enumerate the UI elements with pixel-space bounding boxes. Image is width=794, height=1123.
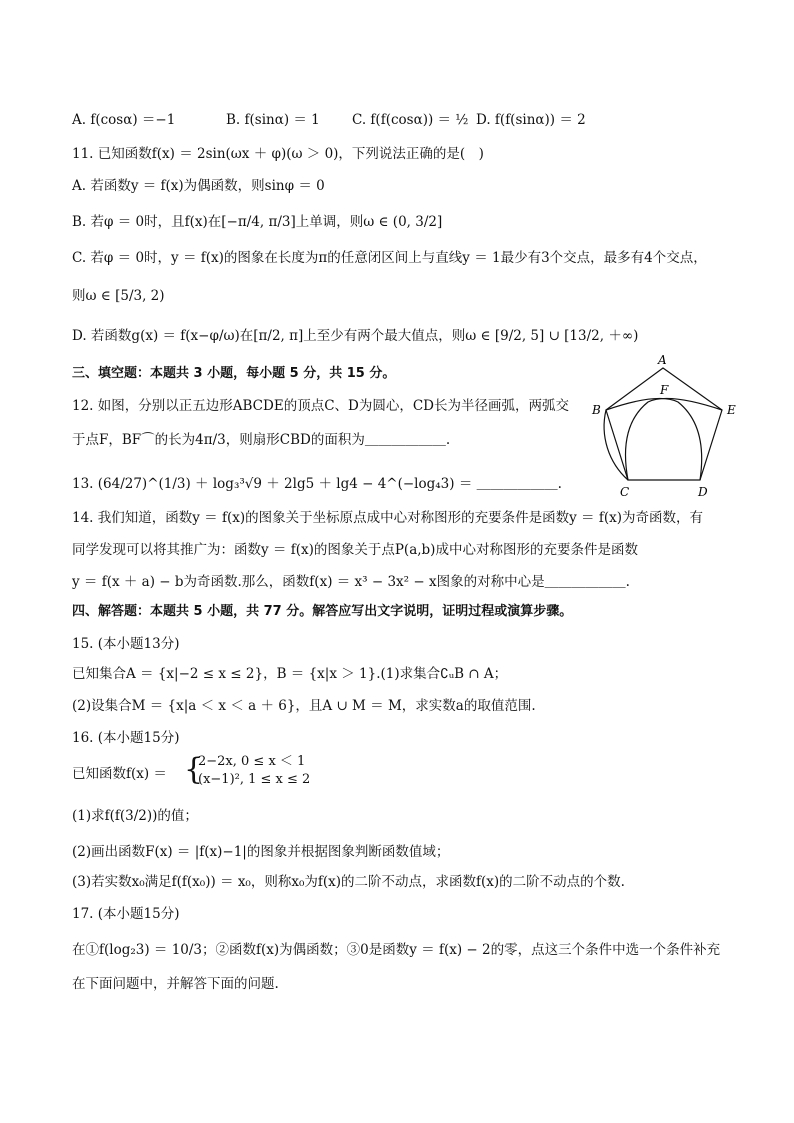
q11-option-c-line2: 则ω ∈ [5/3, 2) — [72, 288, 165, 304]
q16-case2: (x−1)², 1 ≤ x ≤ 2 — [198, 772, 311, 787]
q16-function-label: 已知函数f(x) ＝ — [72, 766, 167, 782]
q10-option-c: C. f(f(cosα)) ＝ ½ — [352, 112, 469, 128]
q17-header: 17. (本小题15分) — [72, 906, 180, 922]
q15-header: 15. (本小题13分) — [72, 636, 180, 652]
q14-line1: 14. 我们知道，函数y ＝ f(x)的图象关于坐标原点成中心对称图形的充要条件是函数y ＝ f(x)为奇函数，有 — [72, 510, 703, 526]
q12-line2: 于点F，BF⌒的长为4π/3，则扇形CBD的面积为＿＿＿＿＿＿. — [72, 432, 451, 448]
q15-line2: (2)设集合M ＝ {x|a ＜ x ＜ a ＋ 6}，且A ∪ M ＝ M，求实数a的取值范围. — [72, 698, 536, 714]
q15-line1: 已知集合A ＝ {x|−2 ≤ x ≤ 2}，B ＝ {x|x ＞ 1}.(1)求集合∁ᵤB ∩ A； — [72, 666, 508, 682]
q16-line3: (2)画出函数F(x) ＝ |f(x)−1|的图象并根据图象判断函数值域； — [72, 844, 450, 860]
q11-option-a: A. 若函数y ＝ f(x)为偶函数，则sinφ ＝ 0 — [72, 178, 325, 194]
label-d: D — [698, 485, 708, 499]
q17-line1: 在①f(log₂3) ＝ 10/3；②函数f(x)为偶函数；③0是函数y ＝ f(x) − 2的零，点这三个条件中选一个条件补充 — [72, 942, 721, 958]
pentagon-figure — [588, 352, 748, 502]
label-b: B — [592, 403, 601, 417]
q11-option-b: B. 若φ ＝ 0时，且f(x)在[−π/4, π/3]上单调，则ω ∈ (0, 3/2] — [72, 214, 443, 230]
q16-line4: (3)若实数x₀满足f(f(x₀)) ＝ x₀，则称x₀为f(x)的二阶不动点，求函数f(x)的二阶不动点的个数. — [72, 874, 625, 890]
q14-line2: 同学发现可以将其推广为：函数y ＝ f(x)的图象关于点P(a,b)成中心对称图形的充要条件是函数 — [72, 542, 638, 558]
q14-line3: y ＝ f(x ＋ a) − b为奇函数.那么，函数f(x) ＝ x³ − 3x² − x图象的对称中心是＿＿＿＿＿＿. — [72, 574, 630, 590]
q10-option-b: B. f(sinα) ＝ 1 — [226, 112, 320, 128]
label-f: F — [660, 383, 669, 397]
q11-stem: 11. 已知函数f(x) ＝ 2sin(ωx ＋ φ)(ω ＞ 0)，下列说法正确的是( ) — [72, 146, 484, 162]
arc-from-d-left — [626, 398, 723, 480]
label-a: A — [658, 353, 667, 367]
arc-from-c-right — [606, 398, 702, 480]
q16-brace: { — [184, 752, 204, 787]
section-3-heading: 三、填空题：本题共 3 小题，每小题 5 分，共 15 分。 — [72, 366, 396, 381]
q11-option-c-line1: C. 若φ ＝ 0时，y ＝ f(x)的图象在长度为π的任意闭区间上与直线y ＝ 1最少有3个交点，最多有4个交点， — [72, 250, 707, 266]
q11-option-d: D. 若函数g(x) ＝ f(x−φ/ω)在[π/2, π]上至少有两个最大值点，则ω ∈ [9/2, 5] ∪ [13/2, ＋∞) — [72, 328, 639, 344]
q10-option-d: D. f(f(sinα)) ＝ 2 — [476, 112, 586, 128]
label-c: C — [620, 485, 630, 499]
label-e: E — [727, 403, 736, 417]
q12-line1: 12. 如图，分别以正五边形ABCDE的顶点C、D为圆心，CD长为半径画弧，两弧交 — [72, 398, 569, 414]
section-4-heading: 四、解答题：本题共 5 小题，共 77 分。解答应写出文字说明，证明过程或演算步骤。 — [72, 604, 573, 619]
q17-line2: 在下面问题中，并解答下面的问题. — [72, 976, 279, 992]
q10-option-a: A. f(cosα) ＝−1 — [72, 112, 176, 128]
q16-header: 16. (本小题15分) — [72, 730, 180, 746]
q13: 13. (64/27)^(1/3) ＋ log₃³√9 ＋ 2lg5 ＋ lg4 − 4^(−log₄3) ＝ ＿＿＿＿＿＿. — [72, 476, 562, 492]
q16-line2: (1)求f(f(3/2))的值； — [72, 808, 198, 824]
q16-case1: 2−2x, 0 ≤ x ＜ 1 — [198, 754, 306, 769]
